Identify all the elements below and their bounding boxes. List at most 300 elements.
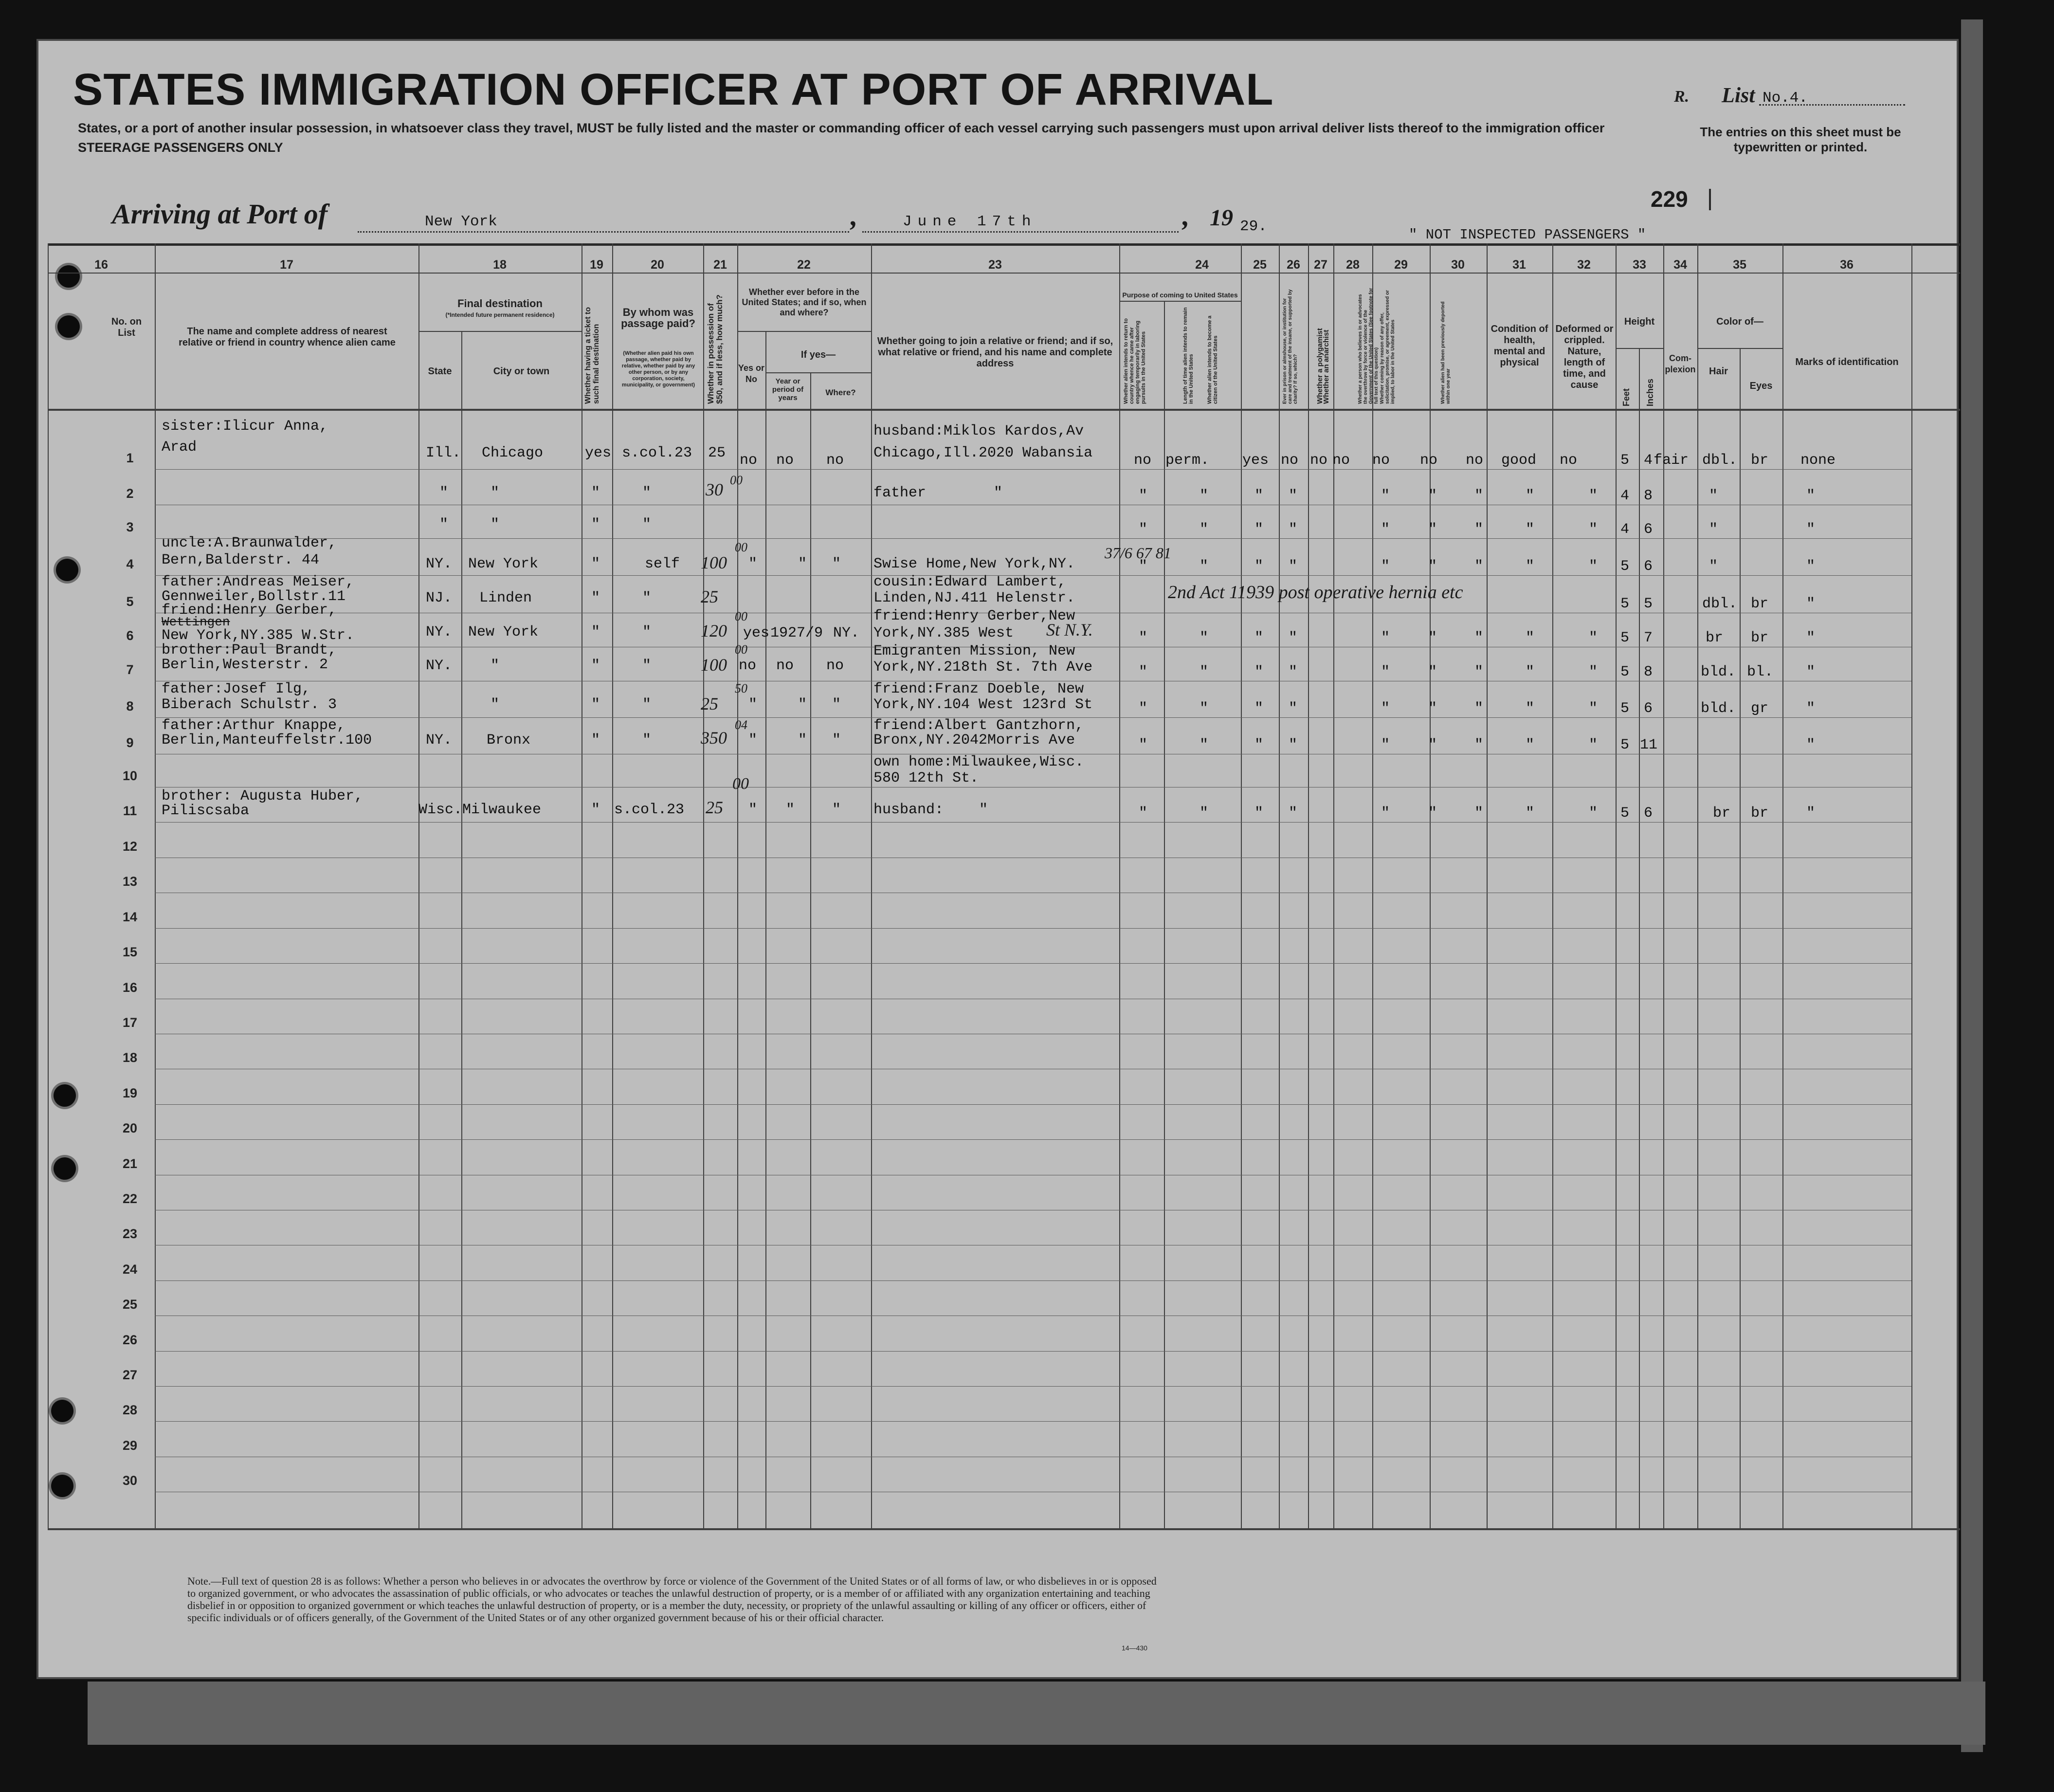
column-number: 34 — [1673, 258, 1687, 272]
row1-passage-paid: s.col.23 — [622, 445, 692, 461]
row7-q29: " — [1428, 664, 1437, 680]
binder-hole — [51, 1400, 73, 1422]
column-number: 31 — [1512, 258, 1526, 272]
column-number: 24 — [1195, 258, 1209, 272]
comma-sep: , — [1182, 200, 1190, 232]
row2-q28: " — [1381, 488, 1390, 504]
row4-year: " — [798, 556, 807, 572]
row6-where: NY. — [833, 625, 860, 641]
header-hair: Hair — [1709, 366, 1728, 377]
row4-join-handwritten: 37/6 67 81 — [1105, 544, 1171, 562]
row9-health: " — [1526, 737, 1535, 753]
col-line — [1119, 243, 1120, 1528]
column-number: 35 — [1733, 258, 1746, 272]
sub-line-purpose — [1119, 301, 1241, 302]
row5-relative-line1: father:Andreas Meiser, — [162, 574, 355, 590]
row6-fifty: 120 — [701, 621, 727, 640]
row-line — [155, 1139, 1911, 1140]
row1-eyes: br — [1751, 452, 1769, 469]
header-ticket: Whether having a ticket to such final destination — [584, 307, 600, 404]
row4-fifty: 100 — [701, 553, 727, 572]
row4-hair: " — [1709, 558, 1718, 575]
row1-health: good — [1501, 452, 1537, 469]
column-number: 32 — [1577, 258, 1591, 272]
row2-deformed: " — [1589, 488, 1598, 504]
row4-purpose-citizen: " — [1254, 558, 1264, 575]
column-number: 27 — [1314, 258, 1327, 272]
row7-state: NY. — [426, 658, 453, 674]
row6-relative-line1: friend:Henry Gerber, — [162, 602, 337, 619]
form-number: 14—430 — [1122, 1644, 1147, 1652]
col-line — [48, 243, 49, 1528]
row7-join-line2: York,NY.218th St. 7th Ave — [873, 659, 1093, 676]
row2-purpose-citizen: " — [1254, 488, 1264, 504]
binder-hole — [54, 1157, 76, 1180]
binder-hole — [56, 559, 78, 581]
year-value: 29. — [1240, 218, 1267, 235]
row7-feet: 5 — [1620, 664, 1630, 680]
row11-deformed: " — [1589, 805, 1598, 822]
row8-before: " — [748, 696, 758, 713]
column-number: 36 — [1840, 258, 1854, 272]
col-line — [1552, 243, 1553, 1528]
row4-q30: " — [1474, 558, 1484, 575]
row11-state: Wisc. — [418, 802, 463, 818]
row-number: 18 — [122, 1050, 138, 1065]
row4-purpose-return: " — [1139, 558, 1148, 575]
row9-prison: " — [1289, 737, 1298, 753]
row3-purpose-return: " — [1139, 521, 1148, 538]
row6-health: " — [1526, 630, 1535, 646]
list-number: No.4. — [1763, 90, 1808, 107]
header-purpose: Purpose of coming to United States — [1122, 291, 1238, 299]
col-line — [1430, 243, 1431, 1528]
col-line — [418, 243, 419, 1528]
row11-relative-line1: brother: Augusta Huber, — [162, 788, 364, 805]
row8-eyes: gr — [1751, 700, 1769, 717]
row1-complexion: fair — [1654, 452, 1689, 469]
header-if-yes: If yes— — [800, 349, 836, 360]
column-number: 17 — [280, 258, 293, 272]
row1-q30: no — [1466, 452, 1484, 469]
row6-deformed: " — [1589, 630, 1598, 646]
comma-sep: , — [851, 200, 858, 232]
row6-hair: br — [1706, 630, 1724, 646]
row9-purpose-return: " — [1139, 737, 1148, 753]
column-number: 23 — [988, 258, 1002, 272]
row7-fifty: 100 — [701, 655, 727, 675]
header-purpose-return: Whether alien intends to return to country whence he came after engaging temporarily in laboring pursuits in the United States — [1123, 318, 1146, 404]
column-number: 30 — [1451, 258, 1465, 272]
header-prison: Ever in prison or almshouse, or institution for care and treatment of the insane, or supported by charity? If so, which? — [1282, 289, 1298, 404]
row8-deformed: " — [1589, 700, 1598, 717]
row7-purpose-length: " — [1200, 664, 1209, 680]
row4-prison: " — [1289, 558, 1298, 575]
row6-feet: 5 — [1620, 630, 1630, 646]
row9-where: " — [832, 732, 841, 749]
row2-q29: " — [1428, 488, 1437, 504]
row6-prison: " — [1289, 630, 1298, 646]
row11-relative-line2: Piliscsaba — [162, 803, 250, 819]
row2-state: " — [439, 485, 449, 501]
row2-purpose-return: " — [1139, 488, 1148, 504]
row8-q28: " — [1381, 700, 1390, 717]
row7-ticket: " — [591, 658, 600, 674]
row-number: 7 — [126, 662, 134, 677]
row11-eyes: br — [1751, 805, 1769, 822]
table-top-line — [48, 243, 1960, 246]
row3-prison: " — [1289, 521, 1298, 538]
row9-deformed: " — [1589, 737, 1598, 753]
header-deformed: Deformed or crippled. Nature, length of time, and cause — [1555, 324, 1614, 390]
row1-join-line2: Chicago,Ill.2020 Wabansia — [873, 445, 1093, 461]
row-line — [155, 1351, 1911, 1352]
row2-fifty-cents: 00 — [730, 473, 743, 487]
binder-hole — [57, 315, 80, 338]
row11-join-ditto: " — [979, 802, 988, 818]
column-number: 21 — [713, 258, 727, 272]
row9-q29: " — [1428, 737, 1437, 753]
header-before-in-us: Whether ever before in the United States; and if so, when and where? — [742, 287, 867, 317]
row11-marks: " — [1806, 805, 1816, 822]
row-number: 26 — [122, 1332, 138, 1347]
row11-q29: " — [1428, 805, 1437, 822]
row11-where: " — [832, 802, 841, 818]
row5-ticket: " — [591, 590, 600, 606]
column-number: 18 — [493, 258, 507, 272]
row1-polygamist: no — [1310, 452, 1328, 469]
row-number: 20 — [122, 1121, 138, 1136]
column-number: 26 — [1287, 258, 1300, 272]
col-line — [1911, 243, 1912, 1528]
row7-prison: " — [1289, 664, 1298, 680]
row7-relative-line1: brother:Paul Brandt, — [162, 642, 337, 658]
row5-hair: dbl. — [1702, 596, 1738, 612]
row5-city: Linden — [479, 590, 532, 606]
row3-q30: " — [1474, 521, 1484, 538]
row11-feet: 5 — [1620, 805, 1630, 822]
row3-q29: " — [1428, 521, 1437, 538]
row6-relative-line2: New York,NY.385 W.Str. — [162, 627, 355, 644]
row11-purpose-return: " — [1139, 805, 1148, 822]
header-no-on-list: No. on List — [111, 316, 142, 338]
page-number-tick — [1709, 189, 1711, 210]
row5-eyes: br — [1751, 596, 1769, 612]
row6-join-line2: York,NY.385 West — [873, 625, 1014, 641]
row7-where: no — [826, 658, 844, 674]
header-q28: Whether a person who believes in or advocates the overthrow by force or violence of the Government of the United States (See footnote for full text of this question) — [1358, 288, 1379, 404]
row2-marks: " — [1806, 488, 1816, 504]
header-relative: The name and complete address of nearest relative or friend in country whence alien came — [179, 326, 396, 348]
row3-purpose-citizen: " — [1254, 521, 1264, 538]
row3-health: " — [1526, 521, 1535, 538]
row2-ticket: " — [591, 485, 600, 501]
row-line — [155, 538, 1911, 539]
row-number: 14 — [122, 909, 138, 924]
row4-q28: " — [1381, 558, 1390, 575]
row8-q30: " — [1474, 700, 1484, 717]
row9-year: " — [798, 732, 807, 749]
row4-feet: 5 — [1620, 558, 1630, 575]
row2-join-line1: father — [873, 485, 927, 501]
header-inches: Inches — [1645, 378, 1655, 406]
row9-q30: " — [1474, 737, 1484, 753]
row6-year: 1927/9 — [770, 625, 823, 641]
row1-where: no — [826, 452, 844, 469]
row5-fifty: 25 — [701, 587, 718, 606]
row5-inches: 5 — [1644, 596, 1653, 612]
row-number: 12 — [122, 839, 138, 854]
row11-q28: " — [1381, 805, 1390, 822]
row2-health: " — [1526, 488, 1535, 504]
colnum-line — [48, 273, 1960, 274]
col-line — [1663, 243, 1664, 1528]
row-number: 28 — [122, 1403, 138, 1418]
row1-fifty: 25 — [708, 445, 726, 461]
row-number: 22 — [122, 1191, 138, 1206]
row11-q30: " — [1474, 805, 1484, 822]
row6-relative-line1b: Wettingen — [162, 615, 230, 629]
row4-state: NY. — [426, 556, 453, 572]
row11-health: " — [1526, 805, 1535, 822]
col-line — [1697, 243, 1698, 1528]
page-title: STATES IMMIGRATION OFFICER AT PORT OF ARRIVAL — [73, 65, 1274, 114]
row9-city: Bronx — [487, 732, 531, 749]
header-joining: Whether going to join a relative or friend; and if so, what relative or friend, and his name and complete address — [877, 336, 1113, 369]
row2-feet: 4 — [1620, 488, 1630, 504]
row6-purpose-citizen: " — [1254, 630, 1264, 646]
col-line — [871, 243, 872, 1528]
row2-fifty: 30 — [706, 480, 723, 499]
header-q30: Whether alien had been previously deported within one year — [1440, 301, 1451, 404]
row8-ticket: " — [591, 696, 600, 713]
row4-fifty-cents: 00 — [735, 540, 747, 554]
row3-hair: " — [1709, 521, 1718, 538]
row3-ticket: " — [591, 516, 600, 533]
row8-relative-line2: Biberach Schulstr. 3 — [162, 696, 337, 713]
col-line — [1487, 243, 1488, 1528]
row6-state: NY. — [426, 624, 453, 640]
row-line — [155, 1280, 1911, 1281]
subtitle-steerage: STEERAGE PASSENGERS ONLY — [78, 140, 283, 155]
row6-purpose-length: " — [1200, 630, 1209, 646]
row3-feet: 4 — [1620, 521, 1630, 538]
column-number: 25 — [1253, 258, 1267, 272]
row8-prison: " — [1289, 700, 1298, 717]
header-eyes: Eyes — [1749, 381, 1773, 391]
row10-join-line2: 580 12th St. — [873, 770, 979, 786]
row11-year: " — [786, 802, 795, 818]
row-number: 4 — [126, 557, 134, 571]
row1-q29: no — [1420, 452, 1438, 469]
column-number: 28 — [1346, 258, 1360, 272]
col-line — [737, 243, 738, 1528]
table-bottom-line — [48, 1528, 1960, 1530]
row8-join-line1: friend:Franz Doeble, New — [873, 681, 1084, 697]
row-number: 1 — [126, 451, 134, 465]
row4-relative-line1: uncle:A.Braunwalder, — [162, 535, 337, 551]
row11-join-line2: husband: — [873, 802, 944, 818]
status-note: " NOT INSPECTED PASSENGERS " — [1409, 227, 1646, 243]
row7-relative-line2: Berlin,Westerstr. 2 — [162, 657, 328, 673]
row11-prison: " — [1289, 805, 1298, 822]
row3-purpose-length: " — [1200, 521, 1209, 538]
row8-fifty: 25 — [701, 694, 718, 713]
row5-state: NJ. — [426, 590, 453, 606]
sub-line-before-us — [737, 331, 871, 332]
row1-purpose-citizen: yes — [1242, 452, 1269, 469]
row6-join-handwritten: St N.Y. — [1046, 620, 1093, 640]
date-value: June 17th — [903, 213, 1037, 230]
col-line — [1164, 301, 1165, 1528]
row-number: 16 — [122, 980, 138, 995]
row7-join-line1: Emigranten Mission, New — [873, 643, 1075, 659]
row4-join-line2: Swise Home,New York,NY. — [873, 556, 1075, 572]
row1-ticket: yes — [585, 445, 612, 461]
row2-q30: " — [1474, 488, 1484, 504]
row2-passage-paid: " — [642, 485, 652, 501]
row9-purpose-length: " — [1200, 737, 1209, 753]
row-number: 15 — [122, 945, 138, 960]
row9-purpose-citizen: " — [1254, 737, 1264, 753]
col-line — [703, 243, 704, 1528]
column-number: 29 — [1394, 258, 1408, 272]
col-line — [810, 372, 811, 1528]
col-line — [1308, 243, 1309, 1528]
row3-inches: 6 — [1644, 521, 1653, 538]
column-number: 19 — [590, 258, 603, 272]
stacked-page-edge-bottom — [88, 1682, 1985, 1745]
col-line — [612, 243, 613, 1528]
row8-purpose-citizen: " — [1254, 700, 1264, 717]
row8-q29: " — [1428, 700, 1437, 717]
row-number: 23 — [122, 1226, 138, 1242]
row1-relative-line1: sister:Ilicur Anna, — [162, 418, 328, 435]
row1-relative-line2: Arad — [162, 439, 197, 456]
row8-fifty-cents: 50 — [735, 681, 747, 695]
stacked-page-edge-right — [1961, 19, 1983, 1752]
row-number: 17 — [122, 1015, 138, 1030]
row-number: 10 — [122, 768, 138, 783]
row6-inches: 7 — [1644, 630, 1653, 646]
row9-join-line1: friend:Albert Gantzhorn, — [873, 717, 1084, 734]
row6-marks: " — [1806, 630, 1816, 646]
col-line — [461, 331, 462, 1528]
header-color-of: Color of— — [1716, 316, 1763, 327]
row4-city: New York — [468, 556, 539, 572]
header-condition: Condition of health, mental and physical — [1491, 324, 1548, 368]
col-line — [1241, 243, 1242, 1528]
sub-line-final-dest — [418, 331, 582, 332]
row8-feet: 5 — [1620, 700, 1630, 717]
row-number: 11 — [123, 804, 137, 818]
row8-purpose-return: " — [1139, 700, 1148, 717]
row7-health: " — [1526, 664, 1535, 680]
entries-note: The entries on this sheet must be typewritten or printed. — [1700, 125, 1901, 154]
header-polygamist: Whether a polygamist — [1316, 328, 1324, 404]
header-passage-paid-note: (Whether alien paid his own passage, whether paid by relative, whether paid by any other person, or by any corporation, society, municipality, or government) — [621, 350, 695, 388]
row7-q28: " — [1381, 664, 1390, 680]
row3-passage-paid: " — [642, 516, 652, 533]
row4-inches: 6 — [1644, 558, 1653, 575]
manifest-sheet — [36, 39, 1959, 1679]
header-complexion: Com-plexion — [1665, 353, 1696, 374]
row9-marks: " — [1806, 737, 1816, 753]
footnote-question-28: Note.—Full text of question 28 is as follows: Whether a person who believes in or advocates the overthrow by force or violence of the Government of the United States or of all forms of law, or who disbelieves in or is opposed to organized government, or who advocates the assassination of public officials, or who advocates or teaches the unlawful destruction of property, or is a member of or affiliated with any organization entertaining and teaching disbelief in or opposition to organized government or which teaches the unlawful destruction of property, or is a member the duty, necessity, or propriety of the unlawful assaulting or killing of any officer or officers, either of specific individuals or of officers generally, of the Government of the United States or of any other organized government because of his or their official character. — [187, 1575, 1157, 1624]
binder-hole — [57, 265, 80, 288]
row7-fifty-cents: 00 — [735, 642, 747, 657]
row-number: 25 — [122, 1297, 138, 1312]
port-rule — [358, 231, 849, 233]
row3-deformed: " — [1589, 521, 1598, 538]
row9-q28: " — [1381, 737, 1390, 753]
row11-ticket: " — [591, 802, 600, 818]
row1-before: no — [740, 452, 758, 469]
row2-city: " — [491, 485, 500, 501]
row7-inches: 8 — [1644, 664, 1653, 680]
row8-marks: " — [1806, 700, 1816, 717]
row3-marks: " — [1806, 521, 1816, 538]
row7-purpose-citizen: " — [1254, 664, 1264, 680]
row-number: 24 — [122, 1262, 138, 1277]
row1-purpose-length: perm. — [1165, 452, 1210, 469]
row6-q30: " — [1474, 630, 1484, 646]
row-line — [155, 1421, 1911, 1422]
row1-year: no — [776, 452, 794, 469]
col-line — [765, 331, 766, 1528]
binder-hole — [51, 1475, 73, 1497]
row6-city: New York — [468, 624, 539, 640]
row8-hair: bld. — [1701, 700, 1736, 717]
row8-inches: 6 — [1644, 700, 1653, 717]
row9-fifty: 350 — [701, 728, 727, 748]
row1-hair: dbl. — [1702, 452, 1738, 469]
row9-feet: 5 — [1620, 737, 1630, 753]
row3-q28: " — [1381, 521, 1390, 538]
row6-ticket: " — [591, 624, 600, 640]
row8-year: " — [798, 696, 807, 713]
row5-handwritten-note: 2nd Act 11939 post operative hernia etc — [1168, 582, 1463, 603]
row1-state: Ill. — [426, 445, 461, 461]
row6-purpose-return: " — [1139, 630, 1148, 646]
row-number: 13 — [122, 874, 138, 889]
row6-q28: " — [1381, 630, 1390, 646]
row-number: 3 — [126, 520, 134, 534]
row-line — [155, 822, 1911, 823]
row1-purpose-return: no — [1134, 452, 1152, 469]
row1-feet: 5 — [1620, 452, 1630, 469]
header-final-destination-note: (*Intended future permanent residence) — [445, 311, 555, 318]
row3-state: " — [439, 516, 449, 533]
list-label: List — [1722, 83, 1755, 107]
binder-hole — [54, 1084, 76, 1107]
row9-ticket: " — [591, 732, 600, 749]
row7-marks: " — [1806, 664, 1816, 680]
row2-hair: " — [1709, 488, 1718, 504]
arriving-label: Arriving at Port of — [112, 198, 328, 230]
col-line — [1279, 243, 1280, 1528]
row8-city: " — [491, 696, 500, 713]
column-number: 16 — [94, 258, 108, 272]
header-q29: Whether coming by reason of any offer, solicitation, promise, or agreement, expressed or implied, to labor in the United States — [1380, 290, 1396, 404]
row6-eyes: br — [1751, 630, 1769, 646]
row11-city: Milwaukee — [462, 802, 542, 818]
header-height: Height — [1624, 316, 1655, 327]
row7-eyes: bl. — [1747, 664, 1774, 680]
row3-city: " — [491, 516, 500, 533]
list-number-rule — [1759, 104, 1905, 106]
col-line — [1782, 243, 1783, 1528]
